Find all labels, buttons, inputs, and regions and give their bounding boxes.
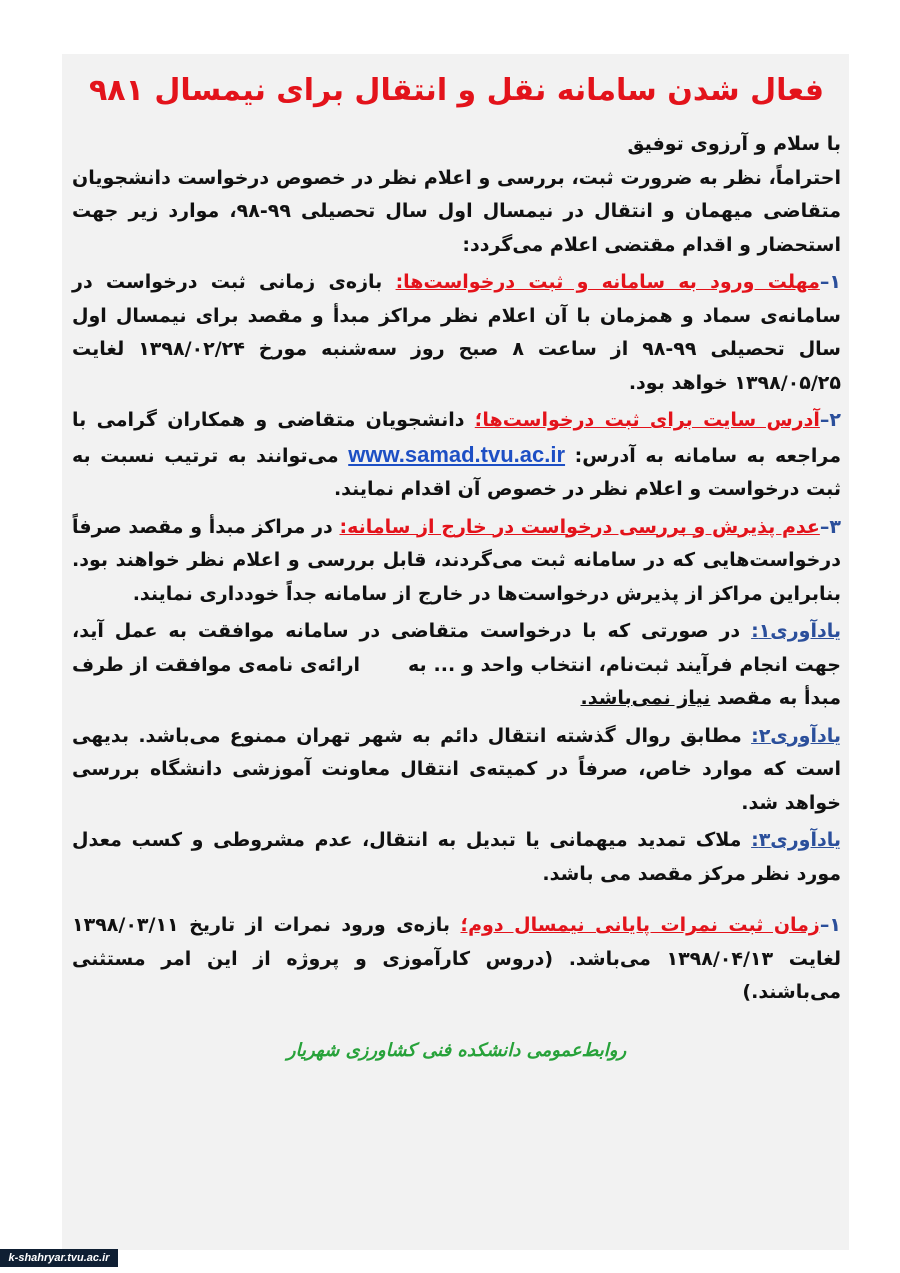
notice-document [62, 54, 849, 1250]
section-1-label: مهلت ورود به سامانه و ثبت درخواست‌ها: [395, 271, 820, 293]
page-title: فعال شدن سامانه نقل و انتقال برای نیمسال ۹۸۱ [89, 73, 824, 108]
section-3 [72, 511, 841, 612]
section-1-number: ۱– [819, 271, 841, 293]
reminder-1-text-b: ارائه‌ی نامه‌ی موافقت از طرف مبدأ به مقصد [72, 653, 841, 709]
section-1 [72, 266, 841, 400]
reminder-1 [72, 615, 841, 716]
signature: روابط‌عمومی دانشکده فنی کشاورزی شهریار [286, 1039, 627, 1061]
section-grades-number: ۱– [819, 914, 841, 936]
section-grades [72, 909, 841, 1010]
section-grades-label: زمان ثبت نمرات پایانی نیمسال دوم؛ [460, 914, 820, 936]
section-grades-text: بازه‌ی ورود نمرات از تاریخ ۱۳۹۸/۰۳/۱۱ لغایت ۱۳۹۸/۰۴/۱۳ می‌باشد. (دروس کارآموزی و پروژه از این امر مستثنی می‌باشند.) [72, 914, 841, 1003]
section-3-label: عدم پذیرش و بررسی درخواست در خارج از سامانه: [339, 515, 820, 538]
section-3-number: ۳– [819, 515, 841, 538]
spacer [72, 891, 841, 909]
section-3-text: در مراکز مبدأ و مقصد صرفاً درخواست‌هایی که در سامانه ثبت می‌گردند، قابل بررسی و اعلام نظر خواهند بود. بنابراین مراکز از پذیرش درخواست‌ها در خارج از سامانه جداً خودداری نمایند. [72, 515, 841, 605]
reminder-2 [72, 720, 841, 821]
section-2-label: آدرس سایت برای ثبت درخواست‌ها؛ [474, 409, 820, 431]
section-2-text-before: دانشجویان متقاضی و همکاران گرامی با مراجعه به سامانه به آدرس: [72, 409, 841, 467]
greeting: با سلام و آرزوی توفیق [627, 133, 841, 155]
section-2 [72, 404, 841, 507]
reminder-1-text-a: در صورتی که با درخواست متقاضی در سامانه موافقت به عمل آید، جهت انجام فرآیند ثبت‌نام، انتخاب واحد و ... به [72, 620, 841, 676]
reminder-1-underlined: نیاز نمی‌باشد. [580, 687, 711, 709]
reminder-2-text: مطابق روال گذشته انتقال دائم به شهر تهران ممنوع می‌باشد. بدیهی است که موارد خاص، صرفاً در کمیته‌ی انتقال معاونت آموزشی دانشگاه بررسی خواهد شد. [72, 724, 841, 814]
reminder-3 [72, 824, 841, 891]
section-1-text: بازه‌ی زمانی ثبت درخواست در سامانه‌ی سماد و همزمان با آن اعلام نظر مراکز مبدأ و مقصد برای نیمسال اول سال تحصیلی ۹۹-۹۸ از ساعت ۸ صبح روز سه‌شنبه مورخ ۱۳۹۸/۰۲/۲۴ لغایت ۱۳۹۸/۰۵/۲۵ خواهد بود. [72, 271, 841, 394]
section-2-text-after: می‌توانند به ترتیب نسبت به ثبت درخواست و اعلام نظر در خصوص آن اقدام نمایند. [72, 444, 841, 500]
footer-url[interactable]: k-shahryar.tvu.ac.ir [0, 1249, 118, 1267]
reminder-3-text: ملاک تمدید میهمانی یا تبدیل به انتقال، عدم مشروطی و کسب معدل مورد نظر مرکز مقصد می باشد. [72, 829, 841, 885]
samad-link[interactable]: www.samad.tvu.ac.ir [348, 441, 566, 467]
reminder-1-label: یادآوری۱: [751, 620, 841, 642]
intro-paragraph: احتراماً، نظر به ضرورت ثبت، بررسی و اعلام نظر در خصوص درخواست دانشجویان متقاضی میهمان و انتقال در نیمسال اول سال تحصیلی ۹۹-۹۸، موارد زیر جهت استحضار و اقدام مقتضی اعلام می‌گردد: [72, 166, 841, 256]
reminder-2-label: یادآوری۲: [751, 724, 841, 747]
reminder-3-label: یادآوری۳: [751, 829, 841, 851]
section-2-number: ۲– [819, 409, 841, 431]
